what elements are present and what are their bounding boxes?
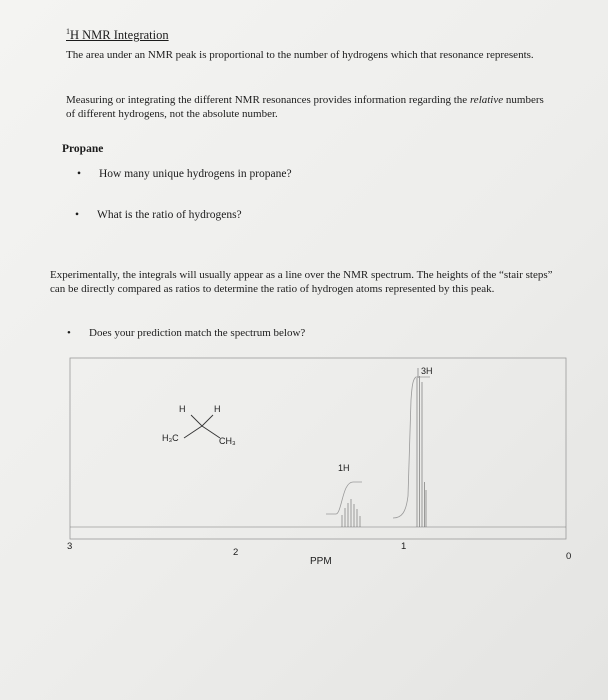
molecule-h3c-group: H₃C	[162, 433, 179, 443]
x-tick-2: 2	[233, 547, 239, 558]
bullet-icon: •	[75, 209, 80, 221]
paragraph-area-proportional: The area under an NMR peak is proportional to the number of hydrogens which that resonance represents.	[66, 49, 534, 61]
paragraph2-part2: numbers of different hydrogens, not the absolute number.	[66, 94, 544, 120]
molecule-ch3-group: CH₃	[219, 436, 236, 446]
heading-superscript: 1	[66, 27, 70, 36]
question-text: What is the ratio of hydrogens?	[97, 209, 242, 221]
heading-text: H NMR Integration	[70, 28, 169, 43]
peak-multiplet-1h	[342, 499, 360, 527]
x-tick-1: 1	[401, 541, 407, 552]
question-text: Does your prediction match the spectrum below?	[89, 327, 306, 339]
paragraph2-part1: Measuring or integrating the different NMR resonances provides information regarding the	[66, 94, 470, 106]
x-tick-3: 3	[67, 541, 73, 552]
molecule-h-left: H	[179, 404, 186, 414]
molecule-h-right: H	[214, 404, 221, 414]
paragraph-stair-steps: Experimentally, the integrals will usually appear as a line over the NMR spectrum. The heights of the “stair steps” can be directly compared as ratios to determine the ratio of hydrogen atoms represented by this peak.	[50, 269, 553, 295]
spectrum-frame	[70, 358, 566, 539]
paragraph2-emphasis: relative	[469, 94, 504, 106]
integration-label-1h: 1H	[338, 463, 350, 473]
propane-structure	[184, 415, 220, 438]
x-tick-0: 0	[566, 551, 572, 562]
propane-title: Propane	[62, 143, 104, 155]
bullet-icon: •	[77, 168, 82, 180]
question-text: How many unique hydrogens in propane?	[99, 168, 292, 180]
integration-label-3h: 3H	[421, 366, 433, 376]
peak-triplet-3h	[417, 376, 426, 527]
x-axis-label: PPM	[310, 556, 332, 567]
bullet-icon: •	[67, 327, 71, 339]
integral-curve-1h	[326, 482, 362, 514]
